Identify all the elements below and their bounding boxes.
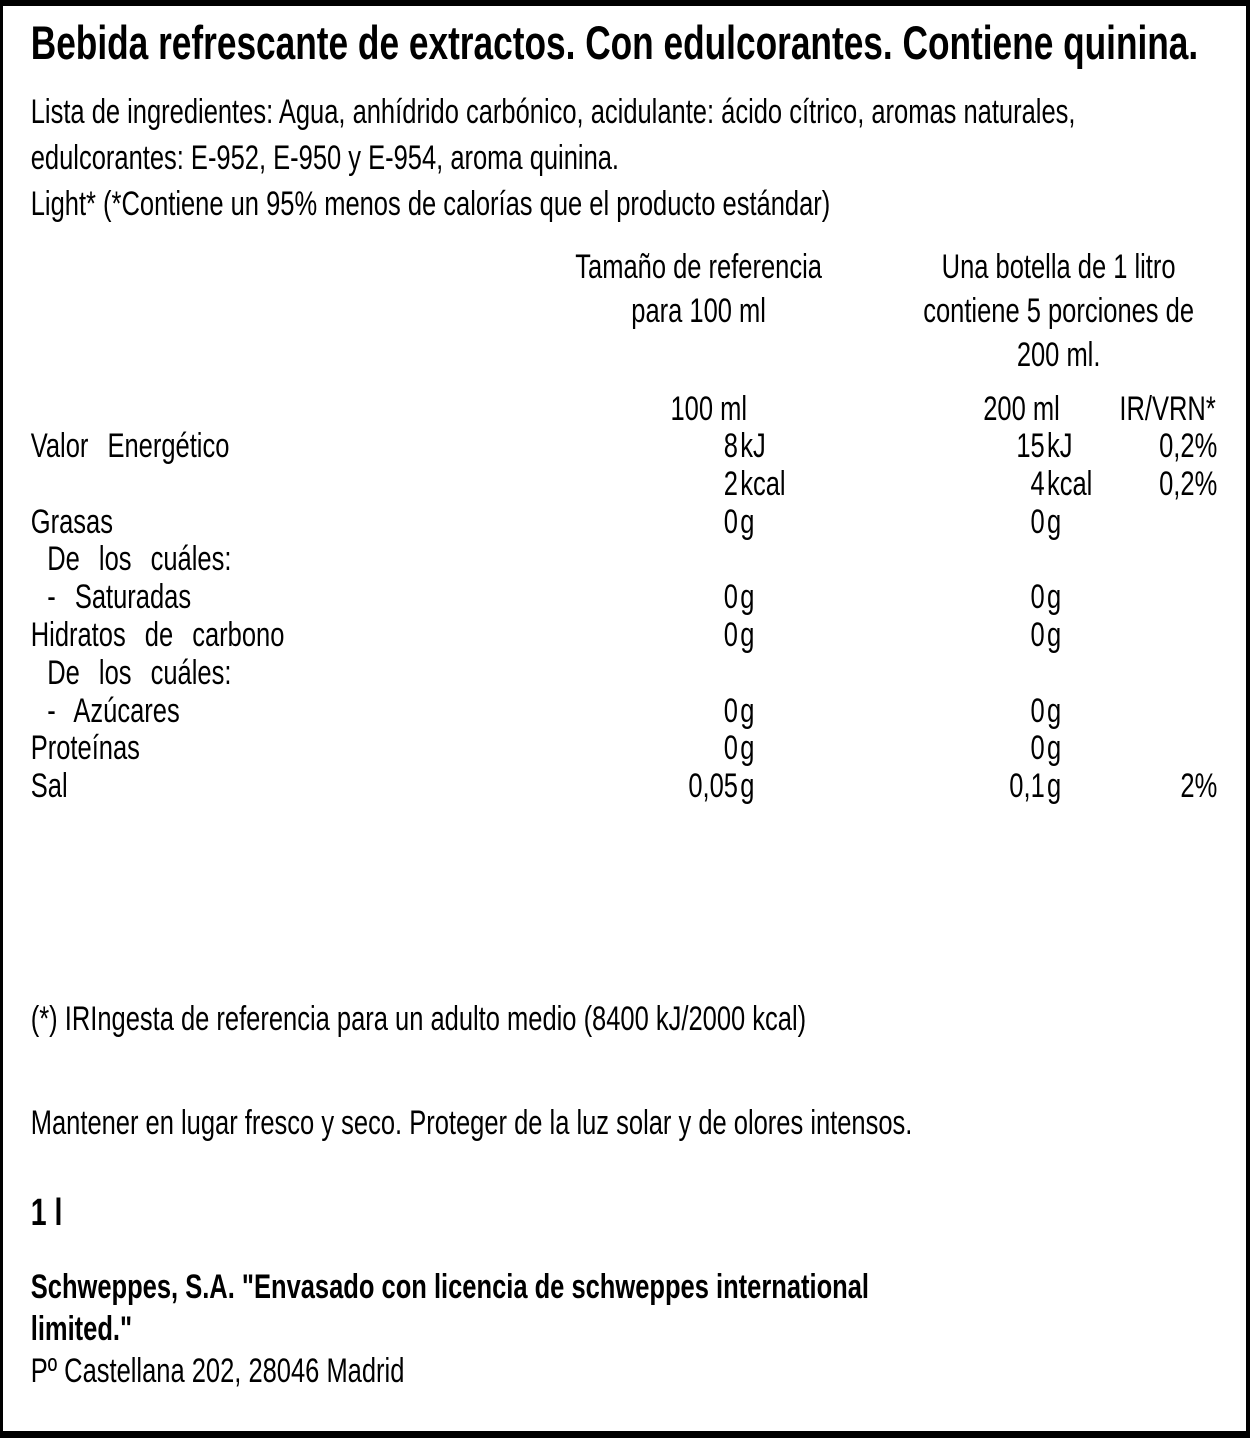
value-100ml: 2: [723, 464, 738, 503]
value-200ml: 0: [1030, 729, 1045, 768]
percent-ir: [1135, 504, 1218, 542]
nutrition-reference-headers: [31, 245, 1228, 377]
bottle-portions-line: 200 ml.: [1016, 336, 1101, 374]
nutrition-column-headers: [31, 391, 1228, 428]
reference-intake-footnote: (*) IRIngesta de referencia para un adulto medio (8400 kJ/2000 kcal): [30, 999, 807, 1038]
percent-ir: 0,2%: [1159, 464, 1218, 503]
product-description: Bebida refrescante de extractos. Con edulcorantes. Contiene quinina.: [30, 16, 1199, 69]
unit-100ml: g: [740, 502, 755, 541]
value-200ml: 0: [1030, 615, 1045, 654]
unit-200ml: [1045, 541, 1135, 579]
percent-ir: [1135, 730, 1218, 768]
column-header-200ml: 200 ml: [983, 390, 1060, 428]
percent-ir: 0,2%: [1159, 427, 1218, 465]
storage-instructions: Mantener en lugar fresco y seco. Proteger de la luz solar y de olores intensos.: [30, 1103, 913, 1142]
column-header-ir-vrn: IR/VRN*: [1119, 390, 1216, 428]
nutrition-row-saturates: [31, 579, 1228, 617]
bottle-portions-header: [911, 245, 1206, 377]
value-100ml: 0,05: [688, 767, 738, 806]
nutrition-row-fat: [31, 504, 1228, 542]
nutrient-label: [31, 466, 556, 504]
value-100ml: 0: [723, 615, 738, 654]
nutrition-row-energy-kcal: [31, 466, 1228, 504]
percent-ir: [1135, 655, 1218, 693]
reference-size-line: para 100 ml: [631, 292, 766, 330]
value-200ml: [848, 541, 1045, 579]
nutrient-label: Hidratos de carbono: [30, 615, 285, 654]
value-200ml: 0,1: [1009, 767, 1045, 806]
nutrient-label: De los cuáles:: [47, 540, 232, 579]
nutrition-row-carbohydrate: [31, 617, 1228, 655]
nutrient-label: De los cuáles:: [47, 653, 232, 692]
nutrition-row-sugars: [31, 693, 1228, 731]
producer-address: Pº Castellana 202, 28046 Madrid: [30, 1351, 405, 1390]
value-200ml: 0: [1030, 502, 1045, 541]
value-100ml: [556, 541, 738, 579]
percent-ir: [1135, 541, 1218, 579]
unit-100ml: g: [740, 578, 755, 617]
unit-200ml: g: [1047, 615, 1062, 654]
nutrient-label: Valor Energético: [30, 427, 230, 465]
value-100ml: 0: [723, 502, 738, 541]
value-100ml: 0: [723, 729, 738, 768]
unit-200ml: g: [1047, 767, 1062, 806]
unit-100ml: g: [740, 691, 755, 730]
value-100ml: [556, 655, 738, 693]
value-200ml: 0: [1030, 578, 1045, 617]
value-200ml: 0: [1030, 691, 1045, 730]
nutrition-table: [31, 428, 1228, 806]
unit-100ml: kJ: [740, 427, 766, 465]
nutrient-label: - Azúcares: [47, 691, 180, 730]
nutrition-row-of-which: [31, 541, 1228, 579]
nutrient-label: Proteínas: [30, 729, 140, 768]
bottle-portions-line: contiene 5 porciones de: [923, 292, 1195, 330]
value-200ml: [848, 655, 1045, 693]
nutrition-row-salt: [31, 768, 1228, 806]
column-header-100ml: 100 ml: [670, 390, 747, 428]
unit-200ml: g: [1047, 729, 1062, 768]
unit-100ml: [738, 655, 848, 693]
unit-100ml: [738, 541, 848, 579]
unit-200ml: g: [1047, 691, 1062, 730]
value-100ml: 8: [723, 427, 738, 465]
nutrient-label: Grasas: [30, 502, 113, 541]
value-100ml: 0: [723, 691, 738, 730]
unit-200ml: g: [1047, 578, 1062, 617]
bottle-portions-line: Una botella de 1 litro: [941, 248, 1176, 286]
unit-100ml: g: [740, 729, 755, 768]
value-100ml: 0: [723, 578, 738, 617]
producer-info: Schweppes, S.A. "Envasado con licencia de schweppes international limited.": [30, 1267, 870, 1348]
net-quantity: 1 l: [30, 1191, 63, 1234]
unit-200ml: kJ: [1047, 427, 1073, 465]
percent-ir: 2%: [1180, 767, 1218, 806]
reference-size-line: Tamaño de referencia: [575, 248, 822, 286]
ingredients-list: Lista de ingredientes: Agua, anhídrido carbónico, acidulante: ácido cítrico, aromas naturales, edulcorantes: E-952, E-950 y E-954, aroma quinina.: [30, 93, 1076, 177]
nutrition-row-of-which: [31, 655, 1228, 693]
unit-100ml: kcal: [740, 464, 786, 503]
unit-200ml: [1045, 655, 1135, 693]
unit-200ml: g: [1047, 502, 1062, 541]
value-200ml: 15: [1016, 427, 1045, 465]
percent-ir: [1135, 617, 1218, 655]
unit-100ml: g: [740, 767, 755, 806]
unit-100ml: g: [740, 615, 755, 654]
nutrient-label: Sal: [30, 767, 68, 806]
nutrient-label: - Saturadas: [47, 578, 192, 617]
nutrition-row-protein: [31, 730, 1228, 768]
light-claim: Light* (*Contiene un 95% menos de calorías que el producto estándar): [30, 185, 831, 223]
unit-200ml: kcal: [1047, 464, 1093, 503]
percent-ir: [1135, 693, 1218, 731]
percent-ir: [1135, 579, 1218, 617]
reference-size-header: [569, 245, 828, 377]
label-content: [3, 10, 1250, 1392]
value-200ml: 4: [1030, 464, 1045, 503]
nutrition-row-energy: [31, 428, 1228, 466]
